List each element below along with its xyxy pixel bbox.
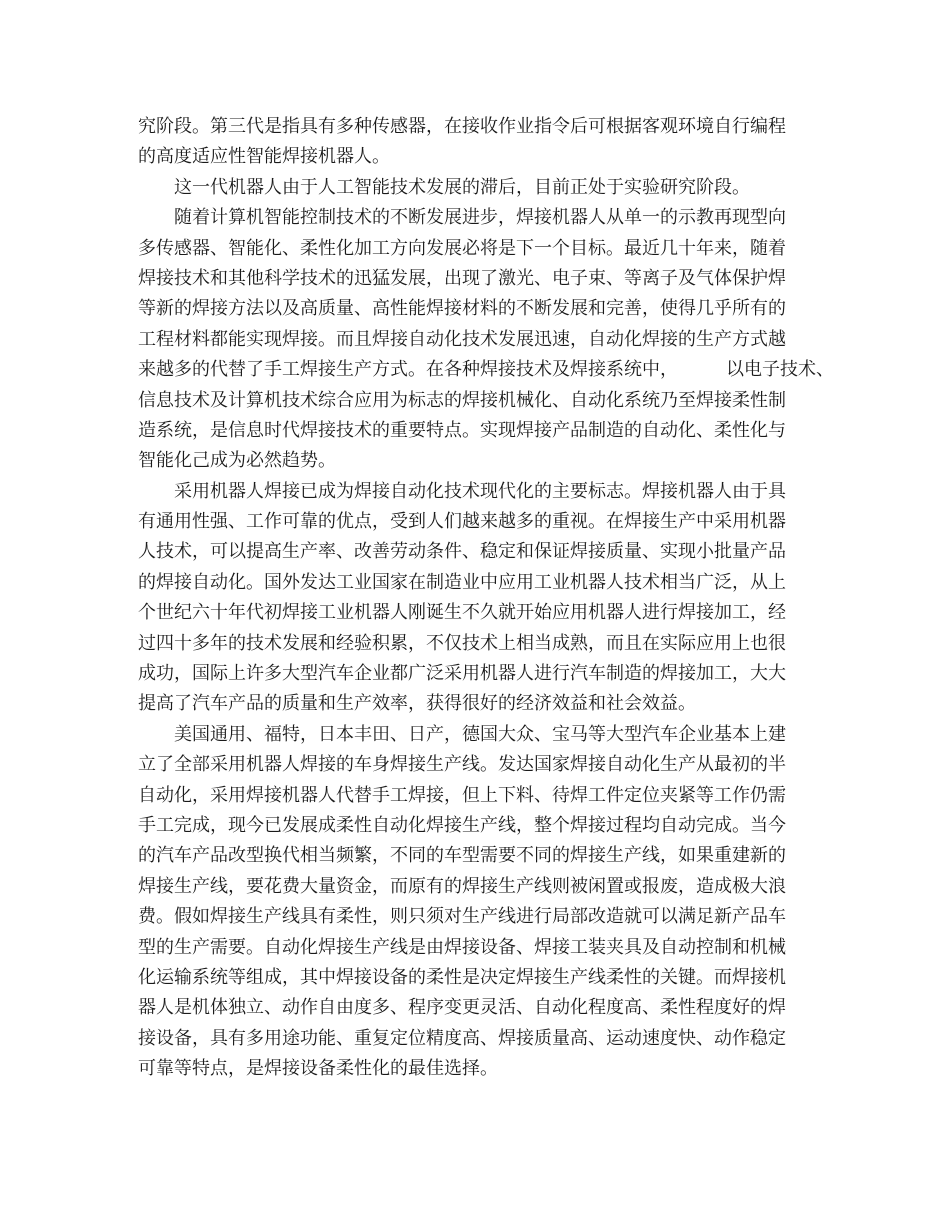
paragraph-5-line-6: 焊接生产线，要花费大量资金，而原有的焊接生产线则被闲置或报废，造成极大浪: [138, 875, 786, 897]
paragraph-3-line-6: [138, 355, 834, 385]
paragraph-3-line-1: 随着计算机智能控制技术的不断发展进步，焊接机器人从单一的示教再现型向: [174, 207, 786, 229]
paragraph-4-line-4: 的焊接自动化。国外发达工业国家在制造业中应用工业机器人技术相当广泛，从上: [138, 571, 786, 593]
paragraph-3-line-8: 造系统，是信息时代焊接技术的重要特点。实现焊接产品制造的自动化、柔性化与: [138, 419, 786, 441]
paragraph-4-line-7: 成功，国际上许多大型汽车企业都广泛采用机器人进行汽车制造的焊接加工，大大: [138, 663, 786, 685]
paragraph-4-line-6: 过四十多年的技术发展和经验积累，不仅技术上相当成熟，而且在实际应用上也很: [138, 632, 786, 654]
paragraph-5-line-11: 接设备，具有多用途功能、重复定位精度高、焊接质量高、运动速度快、动作稳定: [138, 1027, 786, 1049]
paragraph-5-line-5: 的汽车产品改型换代相当频繁，不同的车型需要不同的焊接生产线，如果重建新的: [138, 845, 786, 867]
paragraph-1-line-1: 究阶段。第三代是指具有多种传感器，在接收作业指令后可根据客观环境自行编程: [138, 116, 786, 137]
paragraph-5-line-1: 美国通用、福特，日本丰田、日产，德国大众、宝马等大型汽车企业基本上建: [174, 723, 786, 745]
paragraph-4-line-1: 采用机器人焊接已成为焊接自动化技术现代化的主要标志。焊接机器人由于具: [174, 480, 786, 502]
paragraph-3-line-9: 智能化己成为必然趋势。: [138, 450, 336, 472]
paragraph-3-line-4: 等新的焊接方法以及高质量、高性能焊接材料的不断发展和完善，使得几乎所有的: [138, 298, 786, 320]
paragraph-3-line-5: 工程材料都能实现焊接。而且焊接自动化技术发展迅速，自动化焊接的生产方式越: [138, 328, 786, 350]
paragraph-2-line-1: 这一代机器人由于人工智能技术发展的滞后，目前正处于实验研究阶段。: [174, 176, 750, 198]
paragraph-5-line-10: 器人是机体独立、动作自由度多、程序变更灵活、自动化程度高、柔性程度好的焊: [138, 997, 786, 1019]
paragraph-5-line-3: 自动化，采用焊接机器人代替手工焊接，但上下料、待焊工件定位夹紧等工作仍需: [138, 784, 786, 806]
paragraph-3-line-2: 多传感器、智能化、柔性化加工方向发展必将是下一个目标。最近几十年来，随着: [138, 237, 786, 259]
paragraph-5-line-8: 型的生产需要。自动化焊接生产线是由焊接设备、焊接工装夹具及自动控制和机械: [138, 936, 786, 958]
paragraph-3-line-6-head: 来越多的代替了手工焊接生产方式。在各种焊接技术及焊接系统中，: [138, 359, 678, 381]
paragraph-1-line-2: 的高度适应性智能焊接机器人。: [138, 146, 390, 168]
paragraph-4-line-8: 提高了汽车产品的质量和生产效率，获得很好的经济效益和社会效益。: [138, 693, 696, 715]
paragraph-3-line-7: 信息技术及计算机技术综合应用为标志的焊接机械化、自动化系统乃至焊接柔性制: [138, 389, 786, 411]
paragraph-4-line-5: 个世纪六十年代初焊接工业机器人刚诞生不久就开始应用机器人进行焊接加工，经: [138, 602, 786, 624]
paragraph-4-line-3: 人技术，可以提高生产率、改善劳动条件、稳定和保证焊接质量、实现小批量产品: [138, 541, 786, 563]
paragraph-3-line-6-tail: 以电子技术、: [726, 359, 834, 381]
paragraph-3-line-3: 焊接技术和其他科学技术的迅猛发展，出现了激光、电子束、等离子及气体保护焊: [138, 267, 786, 289]
paragraph-5-line-12: 可靠等特点，是焊接设备柔性化的最佳选择。: [138, 1058, 498, 1080]
paragraph-5-line-2: 立了全部采用机器人焊接的车身焊接生产线。发达国家焊接自动化生产从最初的半: [138, 754, 786, 776]
document-body: [138, 112, 834, 1085]
paragraph-5-line-7: 费。假如焊接生产线具有柔性，则只须对生产线进行局部改造就可以满足新产品车: [138, 906, 786, 928]
paragraph-5-line-4: 手工完成，现今已发展成柔性自动化焊接生产线，整个焊接过程均自动完成。当今: [138, 814, 786, 836]
paragraph-5-line-9: 化运输系统等组成，其中焊接设备的柔性是决定焊接生产线柔性的关键。而焊接机: [138, 966, 786, 988]
paragraph-4-line-2: 有通用性强、工作可靠的优点，受到人们越来越多的重视。在焊接生产中采用机器: [138, 511, 786, 533]
